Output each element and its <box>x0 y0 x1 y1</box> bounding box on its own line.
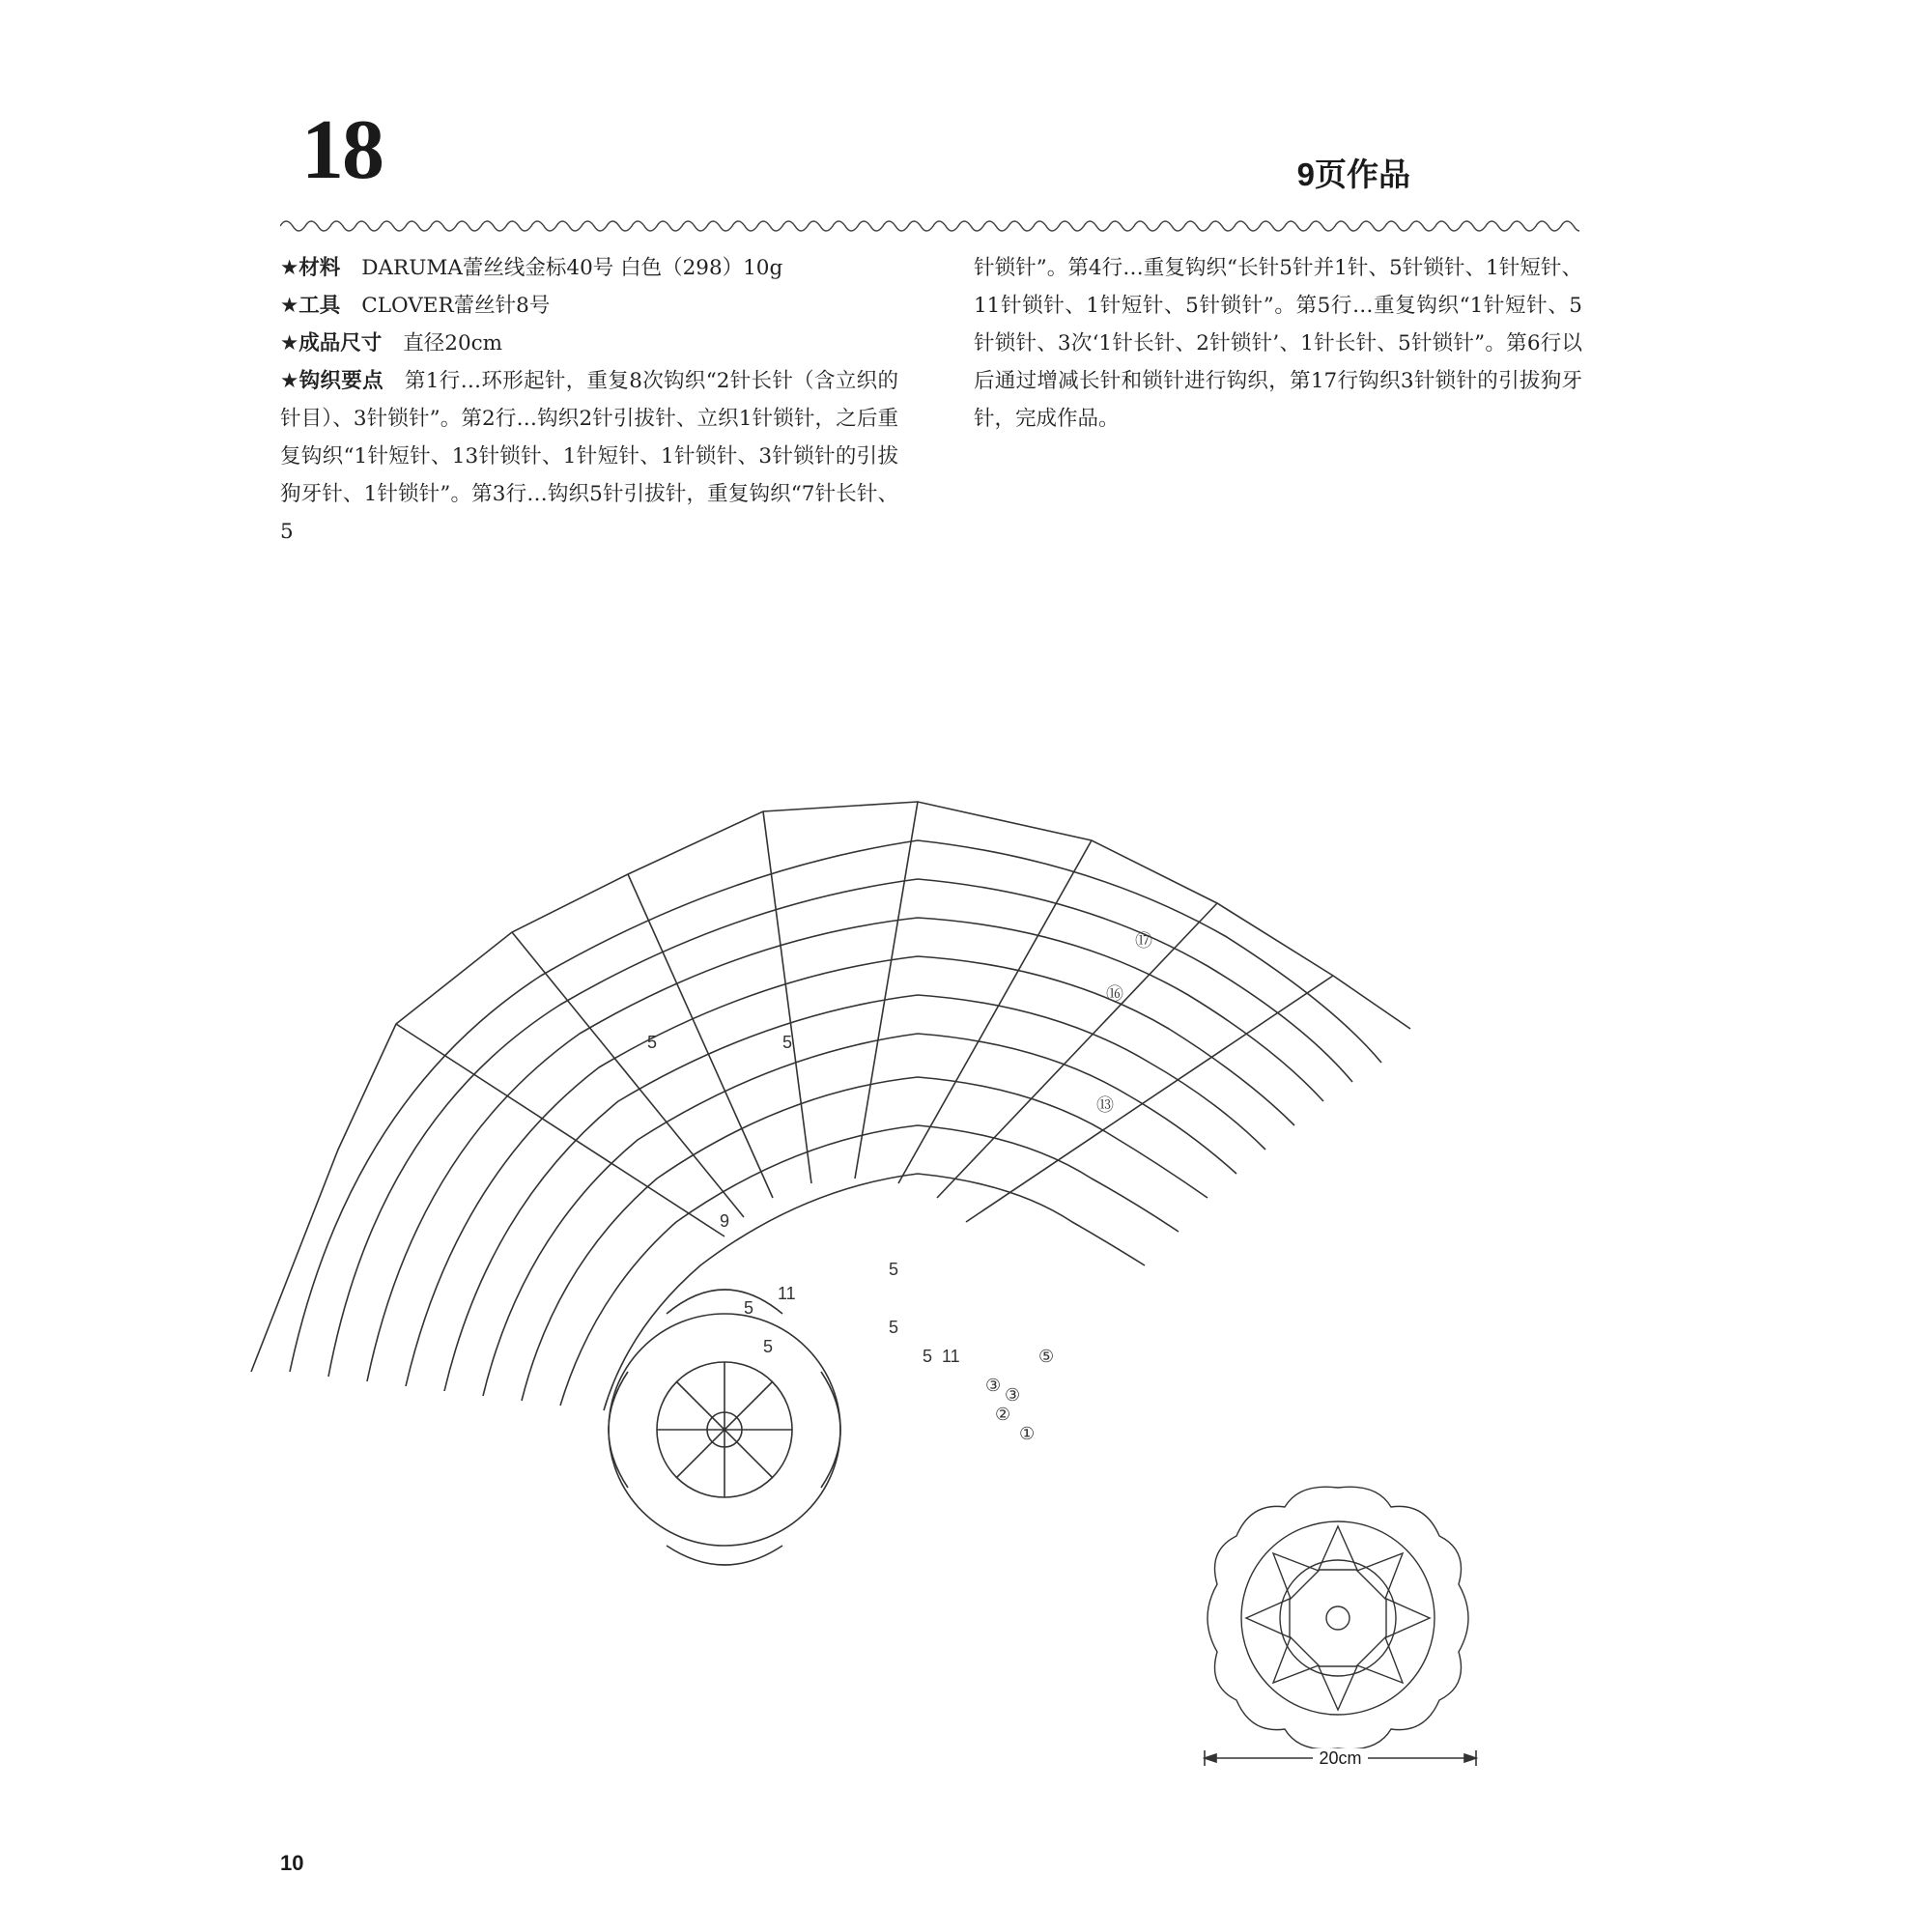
chart-row-arc <box>444 995 1265 1391</box>
size-line <box>280 325 898 362</box>
stitch-count: 5 <box>744 1298 754 1318</box>
diameter-dimension <box>1203 1739 1478 1777</box>
stitch-count: 5 <box>647 1033 658 1052</box>
row-marker: ① <box>1019 1424 1036 1443</box>
material-line <box>280 249 898 287</box>
stitch-count: 5 <box>923 1347 933 1366</box>
row-marker: ③ <box>985 1376 1002 1395</box>
page-number: 10 <box>280 1851 304 1875</box>
stitch-count: 5 <box>782 1033 793 1052</box>
stitch-count: 5 <box>889 1318 899 1337</box>
row-marker: ⑯ <box>1106 984 1123 1004</box>
row-marker: ⑰ <box>1135 931 1152 951</box>
thumbnail-center <box>1326 1606 1350 1630</box>
points-paragraph <box>280 362 898 551</box>
tool-line <box>280 287 898 325</box>
crochet-chart <box>222 696 1517 1584</box>
points-text-right: 针锁针”。第4行…重复钩织“长针5针并1针、5针锁针、1针短针、11针锁针、1针短针、5针锁针”。第5行…重复钩织“1针短针、5针锁针、3次‘1针长针、2针锁针’、1针长针、5针锁针”。第6行以后通过增减长针和锁针进行钩织，第17行钩织3针锁针的引拔狗牙针，完成作品。 <box>974 256 1582 431</box>
instructions-right-column <box>974 249 1582 438</box>
stitch-count: 5 <box>889 1260 899 1279</box>
thumbnail-petals <box>1246 1526 1430 1710</box>
size-label: ★成品尺寸 <box>280 331 383 355</box>
thumbnail-ring <box>1280 1560 1396 1676</box>
chart-row-arc <box>483 1034 1236 1396</box>
row-marker: ⑬ <box>1096 1095 1114 1115</box>
material-label: ★材料 <box>280 256 341 280</box>
points-text-left: 第1行…环形起针，重复8次钩织“2针长针（含立织的针目）、3针锁针”。第2行…钩织2针引拔针、立织1针锁针，之后重复钩织“1针短针、13针锁针、1针短针、1针锁针、3针锁针的引拔狗牙针、1针锁针”。第3行…钩织5针引拔针，重复钩织“7针长针、5 <box>280 369 898 544</box>
finished-doily-thumbnail <box>1198 1478 1478 1758</box>
row-marker: ③ <box>1005 1385 1021 1405</box>
chart-row-arc <box>328 879 1352 1377</box>
stitch-count: 9 <box>720 1211 730 1231</box>
divider-scallops <box>280 221 1579 231</box>
points-label: ★钩织要点 <box>280 369 384 393</box>
stitch-count: 11 <box>942 1347 960 1366</box>
stitch-count: 5 <box>763 1337 774 1356</box>
row-marker: ⑤ <box>1038 1347 1055 1366</box>
tool-value: CLOVER蕾丝针8号 <box>361 294 551 318</box>
stitch-count: 11 <box>778 1284 796 1303</box>
chart-radial-line <box>396 802 1333 1236</box>
tool-label: ★工具 <box>280 294 341 318</box>
chart-row-arc <box>522 1077 1208 1401</box>
size-value: 直径20cm <box>403 331 503 355</box>
chart-outer-edge <box>251 802 1410 1372</box>
chart-center-spokes <box>657 1362 792 1497</box>
chart-row-arc <box>406 956 1294 1386</box>
dimension-label: 20cm <box>1313 1748 1367 1768</box>
row-marker: ② <box>995 1405 1011 1424</box>
pattern-number: 18 <box>301 103 383 197</box>
chart-row-arc <box>290 840 1381 1372</box>
page-reference: 9页作品 <box>1296 156 1410 192</box>
thumbnail-ring <box>1241 1521 1435 1715</box>
instructions-left-column <box>280 249 898 551</box>
material-value: DARUMA蕾丝线金标40号 白色（298）10g <box>361 256 783 280</box>
decorative-divider <box>280 214 1579 234</box>
chart-row-arc <box>560 1125 1179 1406</box>
